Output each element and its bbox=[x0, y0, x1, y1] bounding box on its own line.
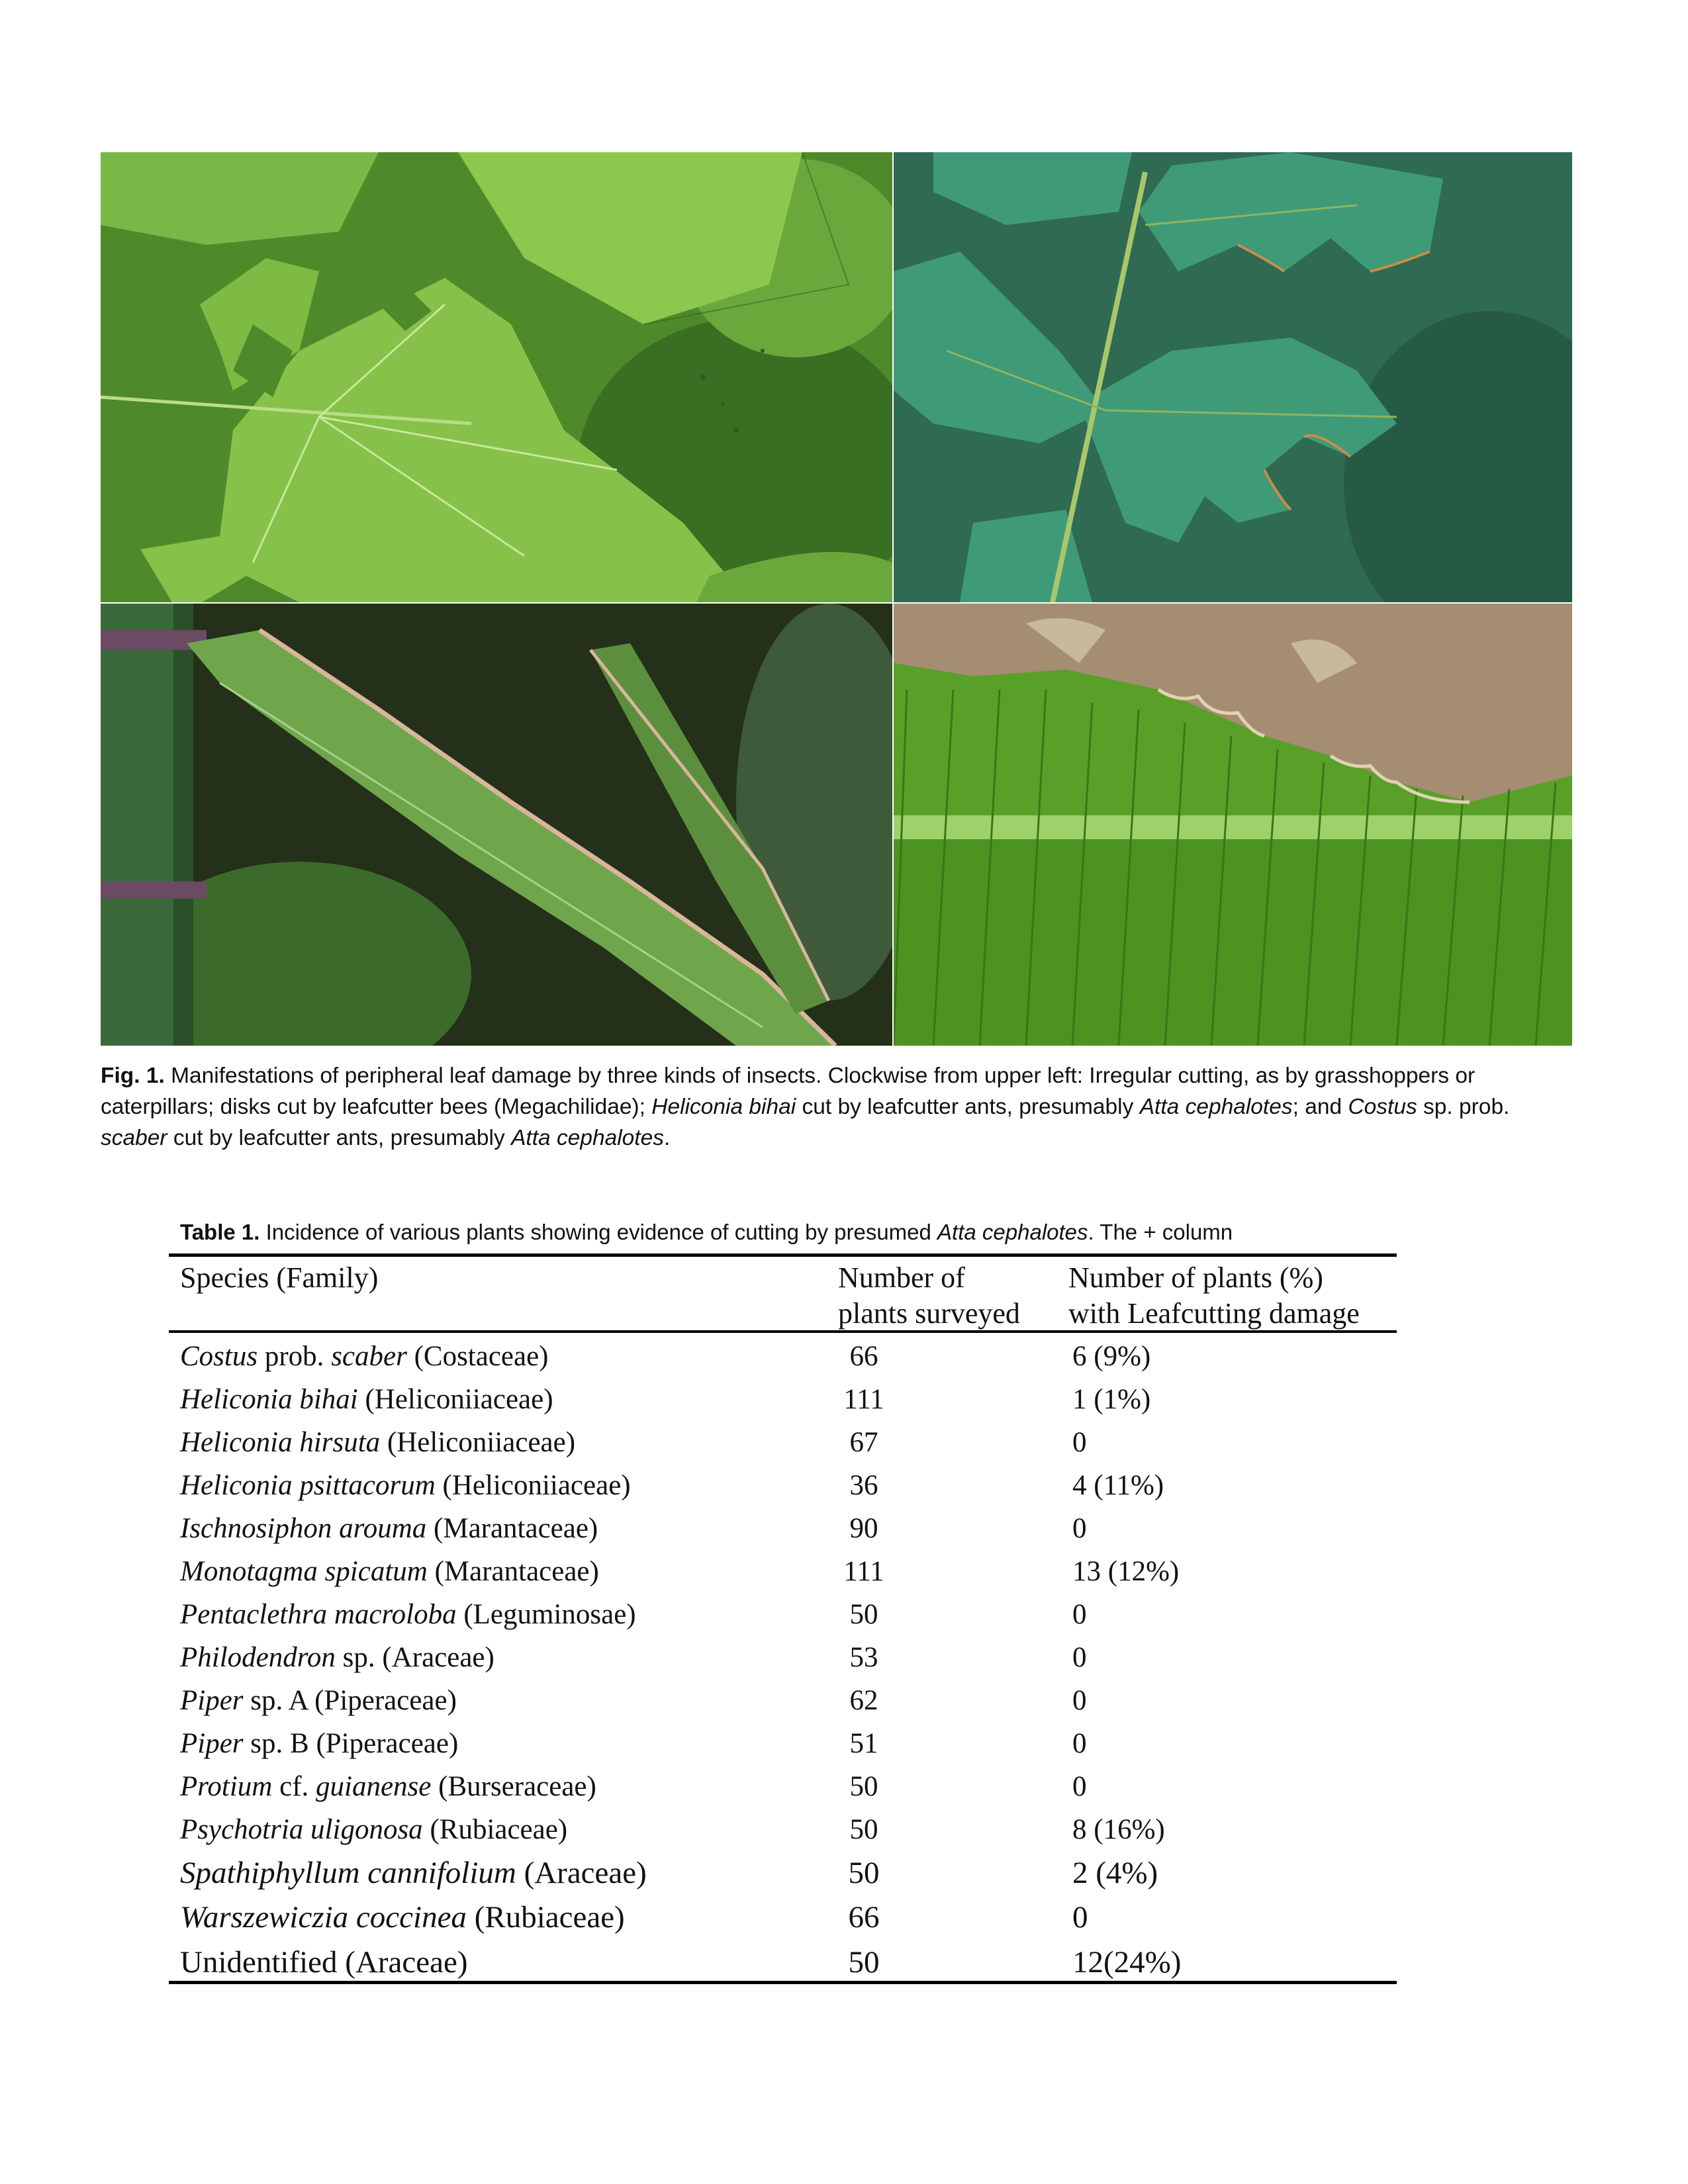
figure-caption bbox=[101, 1060, 1573, 1154]
table-row bbox=[0, 1337, 1688, 1377]
header-plants-surveyed-line2: plants surveyed bbox=[838, 1297, 1020, 1330]
leafcutter-bee-disks-image bbox=[894, 152, 1572, 602]
caption-species: Heliconia bihai bbox=[651, 1095, 796, 1119]
species-name-italic: Piper bbox=[180, 1685, 244, 1716]
species-text: (Heliconiiaceae) bbox=[380, 1427, 576, 1458]
species-text: (Burseraceae) bbox=[431, 1771, 596, 1802]
species-name-italic: Warszewiczia coccinea bbox=[180, 1900, 467, 1934]
plants-surveyed-cell: 53 bbox=[849, 1642, 878, 1673]
species-text: cf. bbox=[272, 1771, 316, 1802]
plants-surveyed-cell: 50 bbox=[849, 1771, 878, 1802]
species-name-italic: Monotagma spicatum bbox=[180, 1556, 428, 1587]
damaged-plants-cell: 1 (1%) bbox=[1072, 1384, 1151, 1415]
species-text: (Rubiaceae) bbox=[466, 1900, 625, 1934]
species-name-italic: Heliconia bihai bbox=[180, 1384, 358, 1415]
header-damaged-plants bbox=[1068, 1260, 1413, 1332]
table-row bbox=[0, 1595, 1688, 1635]
caption-text: Manifestations of peripheral leaf damage by three kinds of insects. Clockwise from upper left: Irregular cutting, as by grasshoppers or caterpillars; disks cut by leafcutter bees (Megachilidae); bbox=[101, 1064, 1476, 1119]
species-cell bbox=[180, 1853, 647, 1893]
table-row bbox=[0, 1681, 1688, 1721]
costus-ant-cut-photo bbox=[101, 604, 892, 1046]
caption-species: Atta cephalotes bbox=[511, 1126, 664, 1150]
species-cell bbox=[180, 1942, 468, 1982]
species-name-italic: Heliconia psittacorum bbox=[180, 1470, 436, 1501]
damaged-plants-cell: 12(24%) bbox=[1072, 1945, 1182, 1979]
species-text: sp. A (Piperaceae) bbox=[243, 1685, 457, 1716]
species-cell bbox=[180, 1466, 631, 1506]
damaged-plants-cell: 0 bbox=[1072, 1642, 1087, 1673]
table-header-rule bbox=[169, 1330, 1397, 1333]
species-name-italic: Heliconia hirsuta bbox=[180, 1427, 381, 1458]
plants-surveyed-cell: 111 bbox=[843, 1556, 884, 1587]
plants-surveyed-cell: 51 bbox=[849, 1728, 878, 1759]
species-name-italic: Costus bbox=[180, 1341, 258, 1372]
species-cell bbox=[180, 1810, 567, 1850]
species-cell bbox=[180, 1897, 625, 1937]
table-row bbox=[0, 1810, 1688, 1850]
species-cell bbox=[180, 1595, 636, 1635]
damaged-plants-cell: 0 bbox=[1072, 1513, 1087, 1544]
damaged-plants-cell: 4 (11%) bbox=[1072, 1470, 1164, 1501]
damaged-plants-cell: 0 bbox=[1072, 1685, 1087, 1716]
plants-surveyed-cell: 62 bbox=[849, 1685, 878, 1716]
species-text: (Heliconiiaceae) bbox=[357, 1384, 553, 1415]
caption-species: scaber bbox=[101, 1126, 167, 1150]
damaged-plants-cell: 8 (16%) bbox=[1072, 1814, 1165, 1845]
irregular-cutting-image bbox=[101, 152, 892, 602]
caption-text: sp. prob. bbox=[1417, 1095, 1510, 1119]
table-row bbox=[0, 1897, 1688, 1937]
species-name-italic: Psychotria uligonosa bbox=[180, 1814, 423, 1845]
species-text: sp. (Araceae) bbox=[335, 1642, 494, 1673]
species-cell bbox=[180, 1509, 598, 1549]
table-row bbox=[0, 1853, 1688, 1893]
table-row bbox=[0, 1638, 1688, 1678]
header-damaged-plants-line1: Number of plants (%) bbox=[1068, 1261, 1323, 1294]
species-text: (Marantaceae) bbox=[427, 1556, 599, 1587]
species-text: sp. B (Piperaceae) bbox=[243, 1728, 459, 1759]
irregular-cutting-photo bbox=[101, 152, 892, 602]
damaged-plants-cell: 0 bbox=[1072, 1599, 1087, 1630]
header-species: Species (Family) bbox=[180, 1261, 379, 1294]
species-text: (Costaceae) bbox=[406, 1341, 549, 1372]
table-row bbox=[0, 1942, 1688, 1982]
damaged-plants-cell: 2 (4%) bbox=[1072, 1856, 1158, 1890]
damaged-plants-cell: 0 bbox=[1072, 1728, 1087, 1759]
table-row bbox=[0, 1466, 1688, 1506]
damaged-plants-cell: 0 bbox=[1072, 1771, 1087, 1802]
plants-surveyed-cell: 111 bbox=[843, 1384, 884, 1415]
damaged-plants-cell: 13 (12%) bbox=[1072, 1556, 1180, 1587]
species-cell bbox=[180, 1552, 599, 1592]
damaged-plants-cell: 0 bbox=[1072, 1900, 1088, 1934]
table-row bbox=[0, 1380, 1688, 1420]
species-name-italic: Spathiphyllum cannifolium bbox=[180, 1856, 516, 1890]
species-text: (Heliconiiaceae) bbox=[435, 1470, 631, 1501]
species-cell bbox=[180, 1337, 549, 1377]
plants-surveyed-cell: 90 bbox=[849, 1513, 878, 1544]
table-caption bbox=[180, 1219, 1405, 1246]
leafcutter-bee-disks-photo bbox=[894, 152, 1572, 602]
species-cell bbox=[180, 1681, 457, 1721]
table-caption-text: . The + column bbox=[1088, 1220, 1233, 1244]
caption-text: cut by leafcutter ants, presumably bbox=[167, 1126, 512, 1150]
species-name-italic: guianense bbox=[316, 1771, 432, 1802]
caption-text: . bbox=[664, 1126, 671, 1150]
plants-surveyed-cell: 66 bbox=[848, 1900, 880, 1934]
plants-surveyed-cell: 50 bbox=[849, 1599, 878, 1630]
species-cell bbox=[180, 1724, 458, 1764]
species-cell bbox=[180, 1423, 575, 1463]
species-name-italic: Pentaclethra macroloba bbox=[180, 1599, 457, 1630]
species-cell bbox=[180, 1380, 553, 1420]
table-row bbox=[0, 1767, 1688, 1807]
header-plants-surveyed-line1: Number of bbox=[838, 1261, 965, 1294]
species-text: (Leguminosae) bbox=[456, 1599, 636, 1630]
caption-text: ; and bbox=[1292, 1095, 1348, 1119]
plants-surveyed-cell: 67 bbox=[849, 1427, 878, 1458]
species-cell bbox=[180, 1767, 596, 1807]
heliconia-ant-cut-image bbox=[894, 604, 1572, 1046]
table-top-rule bbox=[169, 1253, 1397, 1257]
species-text: prob. bbox=[258, 1341, 332, 1372]
plants-surveyed-cell: 50 bbox=[848, 1856, 880, 1890]
species-text: (Rubiaceae) bbox=[422, 1814, 568, 1845]
species-cell bbox=[180, 1638, 494, 1678]
header-plants-surveyed bbox=[838, 1260, 1063, 1332]
table-caption-text: Incidence of various plants showing evidence of cutting by presumed bbox=[259, 1220, 938, 1244]
table-bottom-rule bbox=[169, 1981, 1397, 1984]
table-row bbox=[0, 1724, 1688, 1764]
table-caption-species: Atta cephalotes bbox=[937, 1220, 1088, 1244]
species-name-italic: scaber bbox=[331, 1341, 407, 1372]
figure-label: Fig. 1. bbox=[101, 1064, 165, 1088]
caption-text: cut by leafcutter ants, presumably bbox=[796, 1095, 1140, 1119]
species-name-italic: Ischnosiphon arouma bbox=[180, 1513, 427, 1544]
species-text: (Araceae) bbox=[516, 1856, 647, 1890]
plants-surveyed-cell: 66 bbox=[849, 1341, 878, 1372]
species-name-italic: Piper bbox=[180, 1728, 244, 1759]
plants-surveyed-cell: 50 bbox=[849, 1814, 878, 1845]
species-text: Unidentified (Araceae) bbox=[180, 1945, 468, 1979]
heliconia-ant-cut-photo bbox=[894, 604, 1572, 1046]
caption-species: Atta cephalotes bbox=[1139, 1095, 1293, 1119]
caption-species: Costus bbox=[1348, 1095, 1417, 1119]
species-name-italic: Protium bbox=[180, 1771, 273, 1802]
plants-surveyed-cell: 50 bbox=[848, 1945, 880, 1979]
header-damaged-plants-line2: with Leafcutting damage bbox=[1068, 1297, 1360, 1330]
table-row bbox=[0, 1552, 1688, 1592]
plants-surveyed-cell: 36 bbox=[849, 1470, 878, 1501]
species-text: (Marantaceae) bbox=[426, 1513, 598, 1544]
table-label: Table 1. bbox=[180, 1220, 260, 1244]
damaged-plants-cell: 0 bbox=[1072, 1427, 1087, 1458]
species-name-italic: Philodendron bbox=[180, 1642, 336, 1673]
table-row bbox=[0, 1509, 1688, 1549]
table-row bbox=[0, 1423, 1688, 1463]
costus-ant-cut-image bbox=[101, 604, 892, 1046]
damaged-plants-cell: 6 (9%) bbox=[1072, 1341, 1151, 1372]
